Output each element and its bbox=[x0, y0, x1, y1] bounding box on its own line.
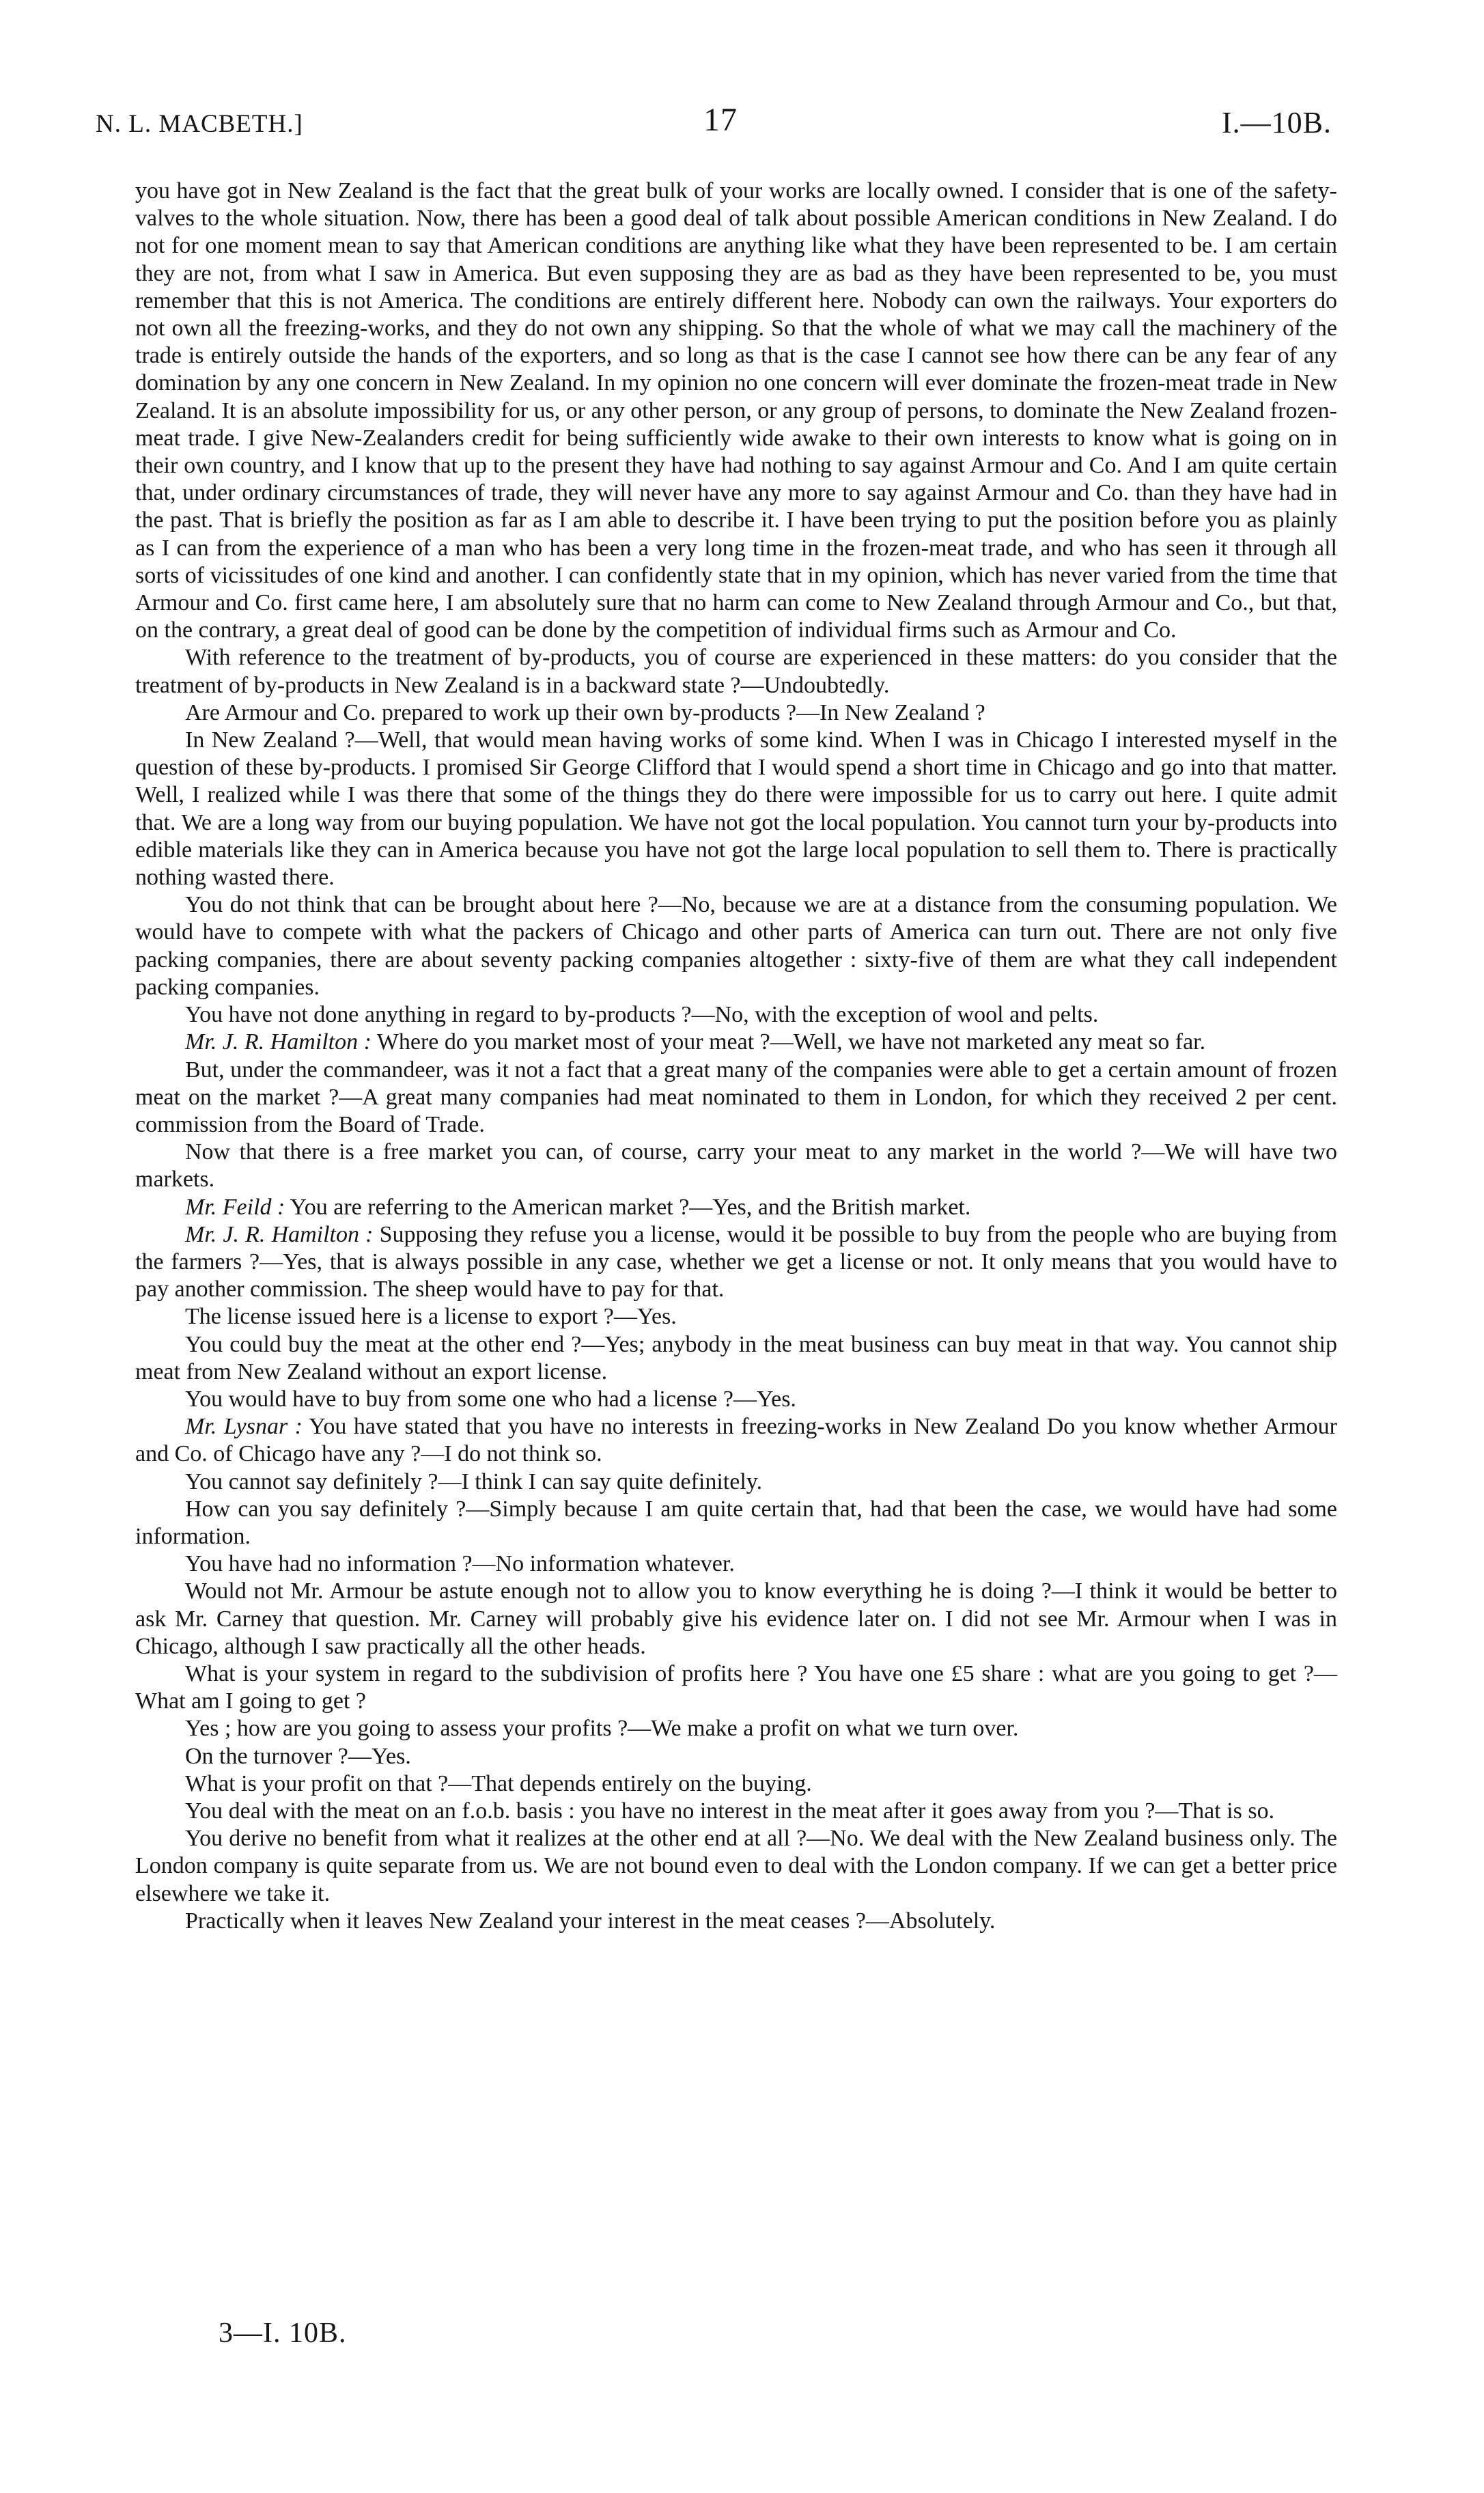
paragraph bbox=[135, 1386, 1337, 1413]
header-witness-name: N. L. MACBETH.] bbox=[96, 110, 303, 138]
paragraph-text: How can you say definitely ?—Simply because I am quite certain that, had that been the case, we would have had some information. bbox=[135, 1496, 1337, 1549]
paragraph-text: You derive no benefit from what it realizes at the other end at all ?—No. We deal with the New Zealand business only. The London company is quite separate from us. We are not bound even to deal with the London company. If we can get a better price elsewhere we take it. bbox=[135, 1826, 1337, 1906]
paragraph bbox=[135, 1057, 1337, 1139]
paragraph-text: Are Armour and Co. prepared to work up their own by-products ?—In New Zealand ? bbox=[185, 699, 985, 725]
paragraph-text: You have not done anything in regard to by-products ?—No, with the exception of wool and pelts. bbox=[185, 1002, 1099, 1028]
page-header bbox=[96, 102, 1332, 150]
paragraph bbox=[135, 699, 1337, 727]
paragraph-text: Would not Mr. Armour be astute enough not to allow you to know everything he is doing ?—I think it would be better to ask Mr. Carney that question. Mr. Carney will probably give his evidence later on. I did not see Mr. Armour when I was in Chicago, although I saw practically all the other heads. bbox=[135, 1578, 1337, 1659]
paper-reference: I.—10B. bbox=[1222, 106, 1332, 139]
paragraph bbox=[135, 727, 1337, 891]
paragraph bbox=[135, 1908, 1337, 1935]
page-number: 17 bbox=[703, 102, 738, 138]
speaker-name: Mr. Feild : bbox=[185, 1194, 285, 1220]
paragraph bbox=[135, 1139, 1337, 1193]
paragraph bbox=[135, 1825, 1337, 1908]
paragraph-text: You cannot say definitely ?—I think I can say quite definitely. bbox=[185, 1468, 763, 1494]
paragraph-text: Practically when it leaves New Zealand your interest in the meat ceases ?—Absolutely. bbox=[185, 1908, 996, 1934]
paragraph bbox=[135, 1029, 1337, 1056]
paragraph bbox=[135, 1578, 1337, 1660]
paragraph-text: What is your profit on that ?—That depends entirely on the buying. bbox=[185, 1770, 812, 1796]
paragraph-text: With reference to the treatment of by-products, you of course are experienced in these matters: do you consider that the treatment of by-products in New Zealand is in a backward state ?—Undoubtedly. bbox=[135, 645, 1337, 698]
paragraph bbox=[135, 1715, 1337, 1742]
paragraph-text: But, under the commandeer, was it not a fact that a great many of the companies were able to get a certain amount of frozen meat on the market ?—A great many companies had meat nominated to them in London, for which they received 2 per cent. commission from the Board of Trade. bbox=[135, 1057, 1337, 1137]
paragraph-text: You have stated that you have no interests in freezing-works in New Zealand Do you know whether Armour and Co. of Chicago have any ?—I do not think so. bbox=[135, 1414, 1337, 1467]
paragraph-text: Yes ; how are you going to assess your profits ?—We make a profit on what we turn over. bbox=[185, 1716, 1019, 1742]
speaker-name: Mr. Lysnar : bbox=[185, 1414, 303, 1440]
paragraph-text: You deal with the meat on an f.o.b. basis : you have no interest in the meat after it goes away from you ?—That is so. bbox=[185, 1798, 1275, 1824]
paragraph bbox=[135, 1413, 1337, 1468]
page-footer-signature: 3—I. 10B. bbox=[219, 2317, 347, 2349]
paragraph-text: You would have to buy from some one who had a license ?—Yes. bbox=[185, 1386, 796, 1412]
paragraph-text: The license issued here is a license to export ?—Yes. bbox=[185, 1304, 677, 1330]
paragraph-text: Now that there is a free market you can, of course, carry your meat to any market in the world ?—We will have two markets. bbox=[135, 1139, 1337, 1193]
paragraph-text: You do not think that can be brought about here ?—No, because we are at a distance from the consuming population. We would have to compete with what the packers of Chicago and other parts of America can turn out. There are not only five packing companies, there are about seventy packing companies altogether : sixty-five of them are what they call independent packing companies. bbox=[135, 892, 1337, 1000]
paragraph bbox=[135, 1001, 1337, 1029]
paragraph bbox=[135, 1303, 1337, 1331]
paragraph bbox=[135, 1743, 1337, 1770]
speaker-name: Mr. J. R. Hamilton : bbox=[185, 1221, 374, 1247]
paragraph-text: You have had no information ?—No information whatever. bbox=[185, 1551, 735, 1577]
paragraph bbox=[135, 1770, 1337, 1798]
paragraph-text: You are referring to the American market ?—Yes, and the British market. bbox=[285, 1194, 971, 1220]
paragraph-text: you have got in New Zealand is the fact that the great bulk of your works are locally owned. I consider that is one of the safety-valves to the whole situation. Now, there has been a good deal of talk about possible American conditions in New Zealand. I do not for one moment mean to say that American conditions are anything like what they have been represented to be. I am certain they are not, from what I saw in America. But even supposing they are as bad as they have been represented to be, you must remember that this is not America. The conditions are entirely different here. Nobody can own the railways. Your exporters do not own all the freezing-works, and they do not own any shipping. So that the whole of what we may call the machinery of the trade is entirely outside the hands of the exporters, and so long as that is the case I cannot see how there can be any fear of any domination by any one concern in New Zealand. In my opinion no one concern will ever dominate the frozen-meat trade in New Zealand. It is an absolute impossibility for us, or any other person, or any group of persons, to dominate the New Zealand frozen-meat trade. I give New-Zealanders credit for being sufficiently wide awake to their own interests to know what is going on in their own country, and I know that up to the present they have had nothing to say against Armour and Co. And I am quite certain that, under ordinary circumstances of trade, they will never have any more to say against Armour and Co. than they have had in the past. That is briefly the position as far as I am able to describe it. I have been trying to put the position before you as plainly as I can from the experience of a man who has been a very long time in the frozen-meat trade, and who has seen it through all sorts of vicissitudes of one kind and another. I can confidently state that in my opinion, which has never varied from the time that Armour and Co. first came here, I am absolutely sure that no harm can come to New Zealand through Armour and Co., but that, on the contrary, a great deal of good can be done by the competition of individual firms such as Armour and Co. bbox=[135, 178, 1337, 643]
speaker-name: Mr. J. R. Hamilton : bbox=[185, 1029, 372, 1055]
paragraph bbox=[135, 1550, 1337, 1578]
paragraph bbox=[135, 1194, 1337, 1221]
paragraph bbox=[135, 891, 1337, 1001]
paragraph-text: Where do you market most of your meat ?—Well, we have not marketed any meat so far. bbox=[371, 1029, 1206, 1055]
paragraph-text: Supposing they refuse you a license, would it be possible to buy from the people who are buying from the farmers ?—Yes, that is always possible in any case, whether we get a license or not. It only means that you would have to pay another commission. The sheep would have to pay for that. bbox=[135, 1221, 1337, 1303]
paragraph bbox=[135, 1496, 1337, 1550]
paragraph-text: You could buy the meat at the other end ?—Yes; anybody in the meat business can buy meat in that way. You cannot ship meat from New Zealand without an export license. bbox=[135, 1331, 1337, 1384]
paragraph bbox=[135, 1468, 1337, 1496]
paragraph bbox=[135, 1798, 1337, 1825]
paragraph-text: In New Zealand ?—Well, that would mean having works of some kind. When I was in Chicago I interested myself in the question of these by-products. I promised Sir George Clifford that I would spend a short time in Chicago and go into that matter. Well, I realized while I was there that some of the things they do there were impossible for us to carry out here. I quite admit that. We are a long way from our buying population. We have not got the local population. You cannot turn your by-products into edible materials like they can in America because you have not got the large local population to sell them to. There is practically nothing wasted there. bbox=[135, 727, 1337, 891]
paragraph-text: On the turnover ?—Yes. bbox=[185, 1743, 411, 1769]
paragraph bbox=[135, 178, 1337, 644]
paragraph bbox=[135, 644, 1337, 699]
paragraph bbox=[135, 1660, 1337, 1715]
document-body bbox=[135, 178, 1337, 1935]
paragraph-text: What is your system in regard to the subdivision of profits here ? You have one £5 share : what are you going to get ?—What am I going to get ? bbox=[135, 1660, 1337, 1714]
paragraph bbox=[135, 1221, 1337, 1304]
paragraph bbox=[135, 1331, 1337, 1386]
